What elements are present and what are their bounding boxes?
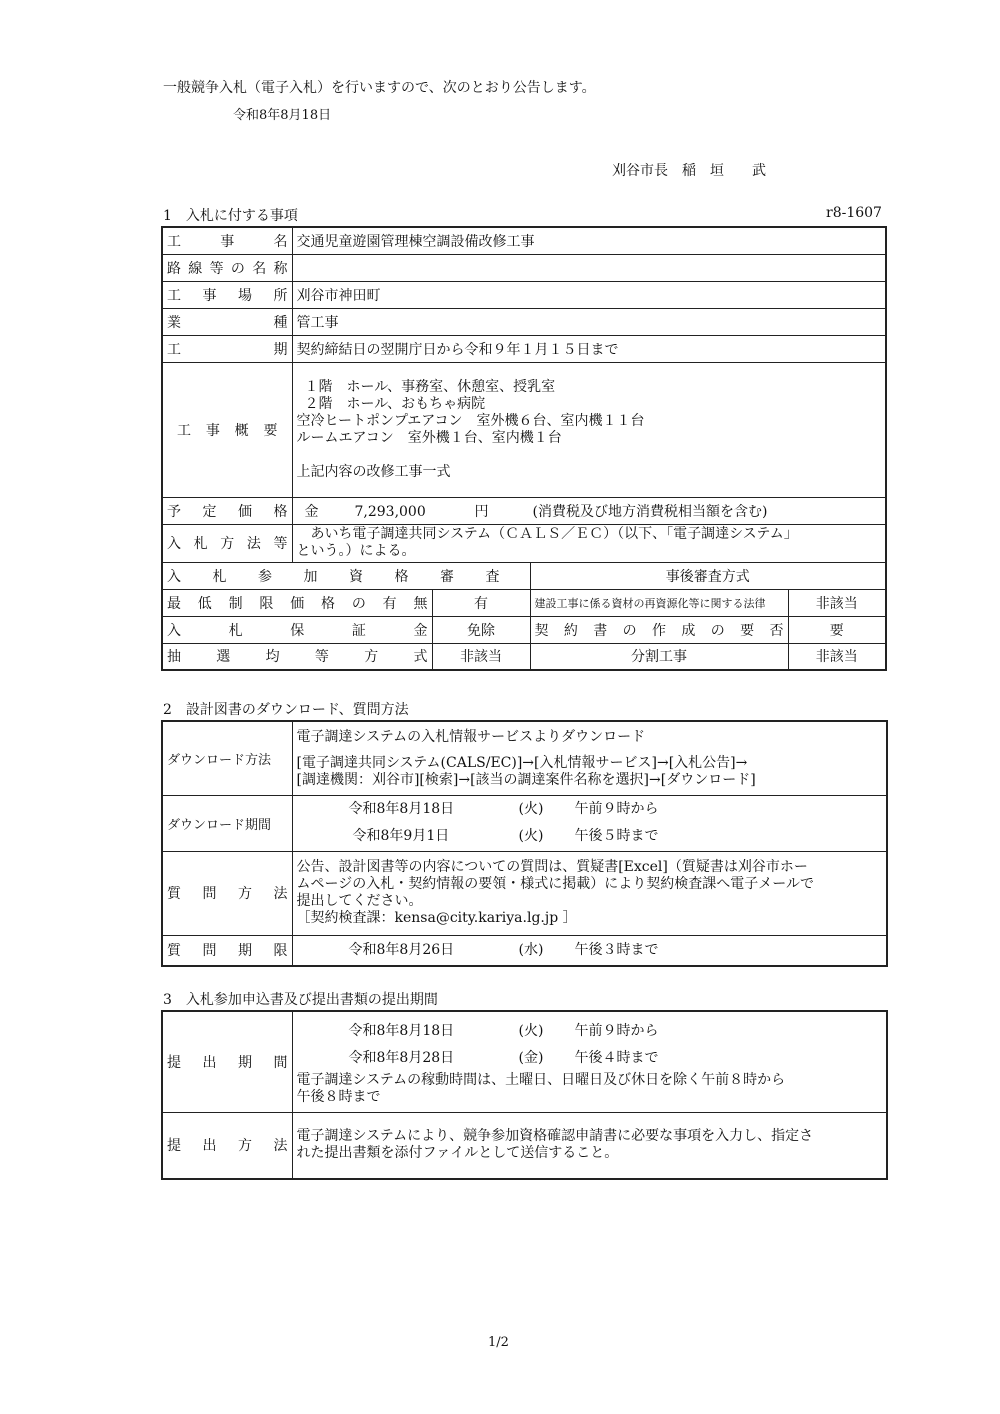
download-method-line: 電子調達システムの入札情報サービスよりダウンロード bbox=[296, 728, 646, 745]
section1-heading: 1 入札に付する事項 bbox=[163, 208, 298, 224]
question-method-value bbox=[292, 851, 887, 935]
section1-table bbox=[161, 226, 887, 671]
section2-table bbox=[161, 720, 888, 967]
split-work-label: 分割工事 bbox=[530, 643, 788, 670]
submit-period-label: 提出期間 bbox=[162, 1011, 292, 1112]
question-deadline-date: 令和8年8月26日 bbox=[348, 941, 455, 958]
trade-value: 管工事 bbox=[292, 308, 886, 335]
period-value: 契約締結日の翌開庁日から令和９年１月１５日まで bbox=[292, 335, 886, 362]
overview-line: ルームエアコン 室外機１台、室内機１台 bbox=[296, 429, 562, 446]
issuer: 刈谷市長 稲 垣 武 bbox=[612, 163, 766, 179]
submit-start bbox=[297, 1018, 883, 1045]
download-end-time: 午後５時まで bbox=[574, 828, 659, 844]
page-number: 1/2 bbox=[488, 1335, 509, 1350]
download-end-date: 令和8年9月1日 bbox=[352, 828, 450, 844]
qualification-label: 入札参加資格審査 bbox=[162, 562, 530, 589]
download-method-label: ダウンロード方法 bbox=[162, 721, 292, 795]
download-start bbox=[297, 796, 883, 823]
download-start-time: 午前９時から bbox=[574, 801, 659, 817]
question-deadline-time: 午後３時まで bbox=[574, 941, 659, 958]
overview-line: 上記内容の改修工事一式 bbox=[296, 463, 451, 480]
submit-method-line: 電子調達システムにより、競争参加資格確認申請書に必要な事項を入力し、指定さ bbox=[296, 1128, 814, 1145]
download-start-day: (火) bbox=[518, 801, 544, 817]
submit-start-time: 午前９時から bbox=[574, 1022, 659, 1039]
question-line: ムページの入札・契約情報の要領・様式に掲載）により契約検査課へ電子メールで bbox=[296, 876, 814, 892]
intro-text: 一般競争入札（電子入札）を行いますので、次のとおり公告します。 bbox=[163, 80, 596, 96]
qualification-value: 事後審査方式 bbox=[530, 562, 886, 589]
trade-label: 業種 bbox=[162, 308, 292, 335]
location-label: 工事場所 bbox=[162, 281, 292, 308]
submit-method-label: 提出方法 bbox=[162, 1112, 292, 1179]
reference-number: r8-1607 bbox=[826, 205, 882, 221]
split-work-value: 非該当 bbox=[788, 643, 886, 670]
overview-line: 空冷ヒートポンプエアコン 室外機６台、室内機１１台 bbox=[296, 412, 645, 429]
price-amount: 7,293,000 bbox=[354, 503, 426, 520]
question-deadline-value bbox=[292, 935, 887, 966]
method-value bbox=[292, 524, 886, 562]
download-period-value bbox=[292, 795, 887, 851]
recycling-law-value: 非該当 bbox=[788, 589, 886, 616]
route-name-label: 路線等の名称 bbox=[162, 254, 292, 281]
submit-note: 午後８時まで bbox=[296, 1088, 381, 1105]
question-method-label: 質問方法 bbox=[162, 851, 292, 935]
method-line: あいち電子調達共同システム（ＣＡＬＳ／ＥＣ）（以下、「電子調達システム」 bbox=[310, 526, 798, 542]
overview-line bbox=[297, 447, 882, 464]
question-deadline-label: 質問期限 bbox=[162, 935, 292, 966]
download-method-line: [調達機関：刈谷市][検索]→[該当の調達案件名称を選択]→[ダウンロード] bbox=[296, 771, 756, 788]
recycling-law-label: 建設工事に係る資材の再資源化等に関する法律 bbox=[530, 589, 788, 616]
submit-period-value bbox=[292, 1011, 887, 1112]
submit-end-day: (金) bbox=[518, 1049, 544, 1066]
overview-label: 工事概要 bbox=[162, 362, 292, 497]
period-label: 工期 bbox=[162, 335, 292, 362]
price-prefix: 金 bbox=[304, 503, 319, 520]
min-price-label: 最低制限価格の有無 bbox=[162, 589, 432, 616]
contract-doc-value: 要 bbox=[788, 616, 886, 643]
min-price-value: 有 bbox=[432, 589, 530, 616]
question-line: 提出してください。 bbox=[296, 893, 423, 909]
lottery-value: 非該当 bbox=[432, 643, 530, 670]
method-line: という。）による。 bbox=[296, 543, 416, 559]
download-method-value bbox=[292, 721, 887, 795]
section3-table bbox=[161, 1010, 888, 1180]
overview-value bbox=[292, 362, 886, 497]
question-deadline-day: (水) bbox=[518, 941, 544, 958]
question-line: 公告、設計図書等の内容についての質問は、質疑書[Excel]（質疑書は刈谷市ホー bbox=[296, 859, 808, 875]
price-value bbox=[292, 497, 886, 524]
price-note: (消費税及び地方消費税相当額を含む) bbox=[532, 503, 768, 520]
deposit-label: 入札保証金 bbox=[162, 616, 432, 643]
overview-line: １階 ホール、事務室、休憩室、授乳室 bbox=[304, 378, 556, 395]
submit-start-day: (火) bbox=[518, 1022, 544, 1039]
submit-end bbox=[297, 1045, 883, 1072]
submit-end-date: 令和8年8月28日 bbox=[348, 1049, 455, 1066]
price-unit: 円 bbox=[474, 503, 489, 520]
submit-start-date: 令和8年8月18日 bbox=[348, 1022, 455, 1039]
download-method-line: [電子調達共同システム(CALS/EC)]→[入札情報サービス]→[入札公告]→ bbox=[296, 754, 748, 771]
section3-heading: 3 入札参加申込書及び提出書類の提出期間 bbox=[163, 992, 438, 1008]
overview-line: ２階 ホール、おもちゃ病院 bbox=[304, 395, 486, 412]
submit-note: 電子調達システムの稼動時間は、土曜日、日曜日及び休日を除く午前８時から bbox=[296, 1071, 786, 1088]
submit-method-value bbox=[292, 1112, 887, 1179]
lottery-label: 抽選均等方式 bbox=[162, 643, 432, 670]
route-name-value bbox=[292, 254, 886, 281]
project-name-label: 工事名 bbox=[162, 227, 292, 254]
question-email: ［契約検査課：kensa@city.kariya.lg.jp ］ bbox=[296, 910, 577, 926]
section2-heading: 2 設計図書のダウンロード、質問方法 bbox=[163, 702, 409, 718]
download-period-label: ダウンロード期間 bbox=[162, 795, 292, 851]
submit-end-time: 午後４時まで bbox=[574, 1049, 659, 1066]
submit-method-line: れた提出書類を添付ファイルとして送信すること。 bbox=[296, 1145, 619, 1162]
notice-date: 令和8年8月18日 bbox=[233, 108, 332, 123]
deposit-value: 免除 bbox=[432, 616, 530, 643]
location-value: 刈谷市神田町 bbox=[292, 281, 886, 308]
method-label: 入札方法等 bbox=[162, 524, 292, 562]
price-label: 予定価格 bbox=[162, 497, 292, 524]
download-end-day: (火) bbox=[518, 828, 544, 844]
download-start-date: 令和8年8月18日 bbox=[348, 801, 455, 817]
contract-doc-label: 契約書の作成の要否 bbox=[530, 616, 788, 643]
project-name-value: 交通児童遊園管理棟空調設備改修工事 bbox=[292, 227, 886, 254]
download-end bbox=[297, 823, 883, 850]
